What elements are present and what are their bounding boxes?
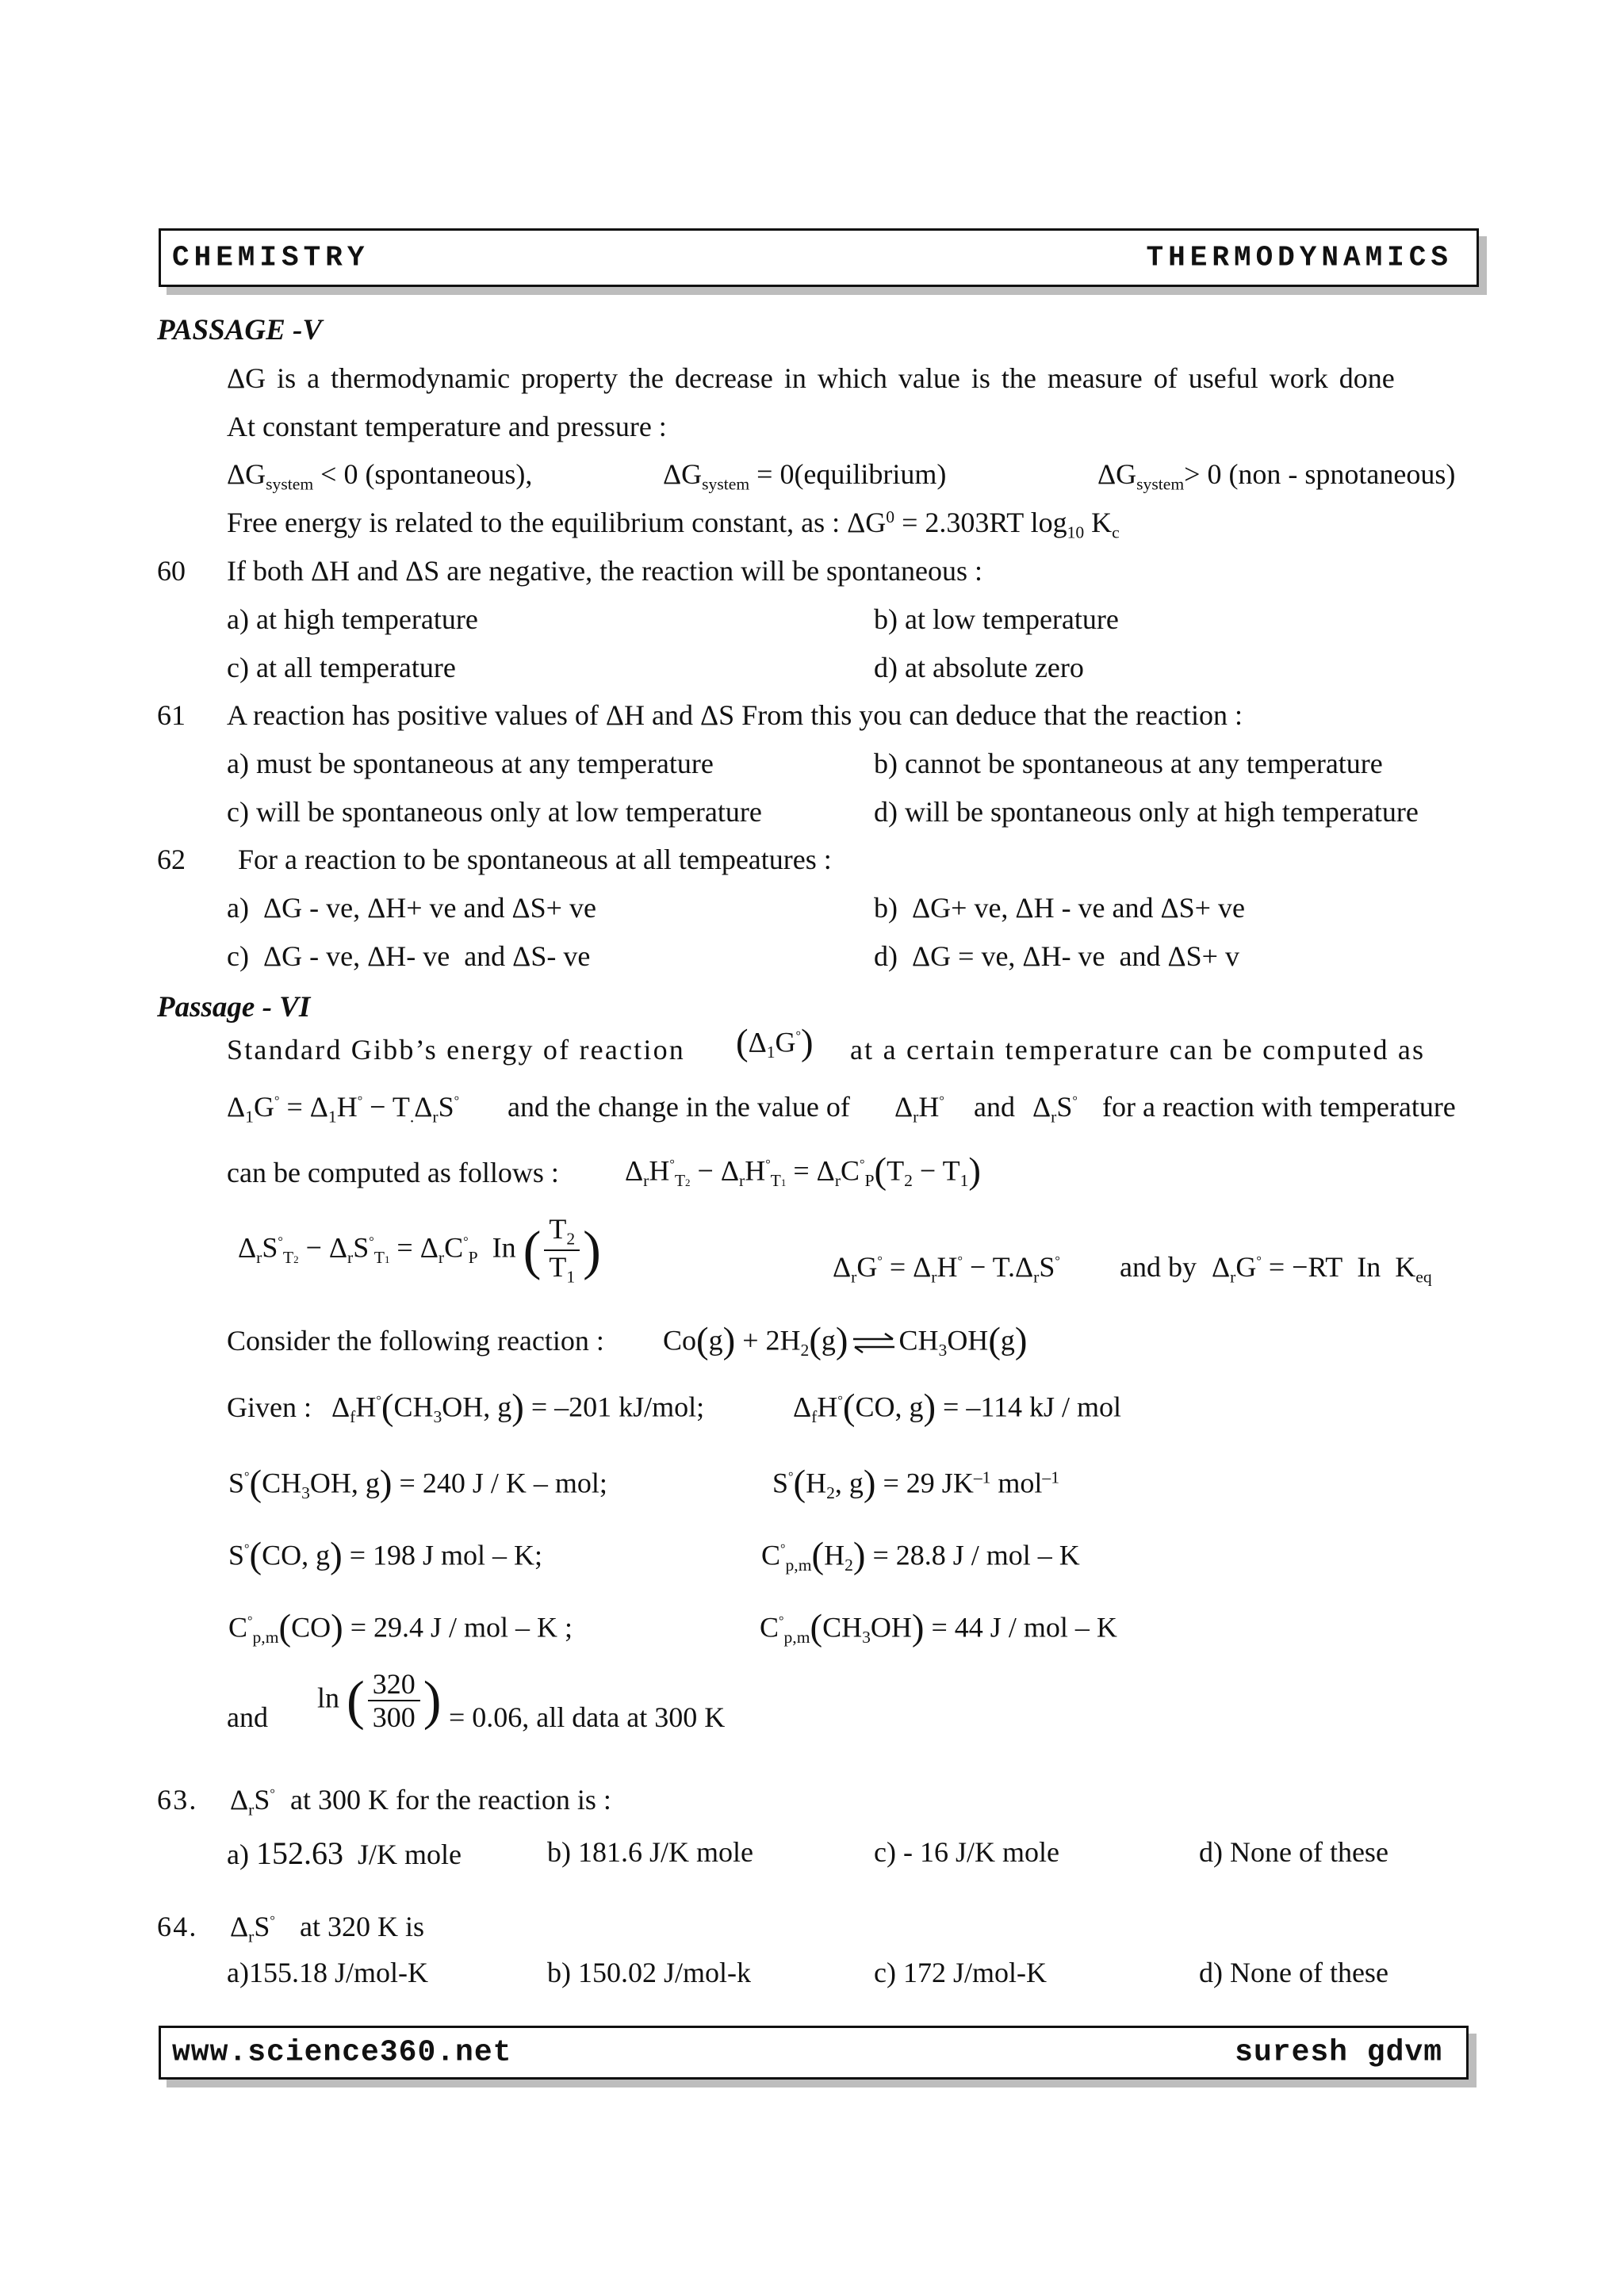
passage-v-line1: ΔG is a thermodynamic property the decrease in which value is the measure of useful work done bbox=[227, 362, 1395, 394]
option-b: b) cannot be spontaneous at any temperature bbox=[874, 748, 1383, 779]
passage-vi-line2-end: for a reaction with temperature bbox=[1102, 1091, 1456, 1123]
reaction-equation: $Co(g) + 2H_2(g)$ $CH_3OH(g)$ bbox=[663, 1320, 1028, 1361]
and-by-text: and by bbox=[1120, 1251, 1197, 1283]
kirchhoff-entropy-equation: $\Delta_rS^\circ_{T2} - \Delta_rS^\circ_{T1} = \Delta_rC^\circ_P$ In ( $\frac{T_2}{T_1}$ ) bbox=[238, 1213, 601, 1287]
option-b: b) ΔG+ ve, ΔH - ve and ΔS+ ve bbox=[874, 892, 1245, 924]
author-text: suresh gdvm bbox=[1235, 2035, 1442, 2070]
equilibrium-arrow-icon bbox=[852, 1333, 896, 1353]
free-energy-relation: Free energy is related to the equilibrium constant, as : $\Delta G^0 = 2.303RT$ $\log_{10} K_c$ bbox=[227, 507, 1120, 542]
ln-fraction: ln ( $\frac{320}{300}$ ) bbox=[317, 1668, 442, 1733]
footer-band bbox=[159, 2026, 1469, 2080]
question-text: For a reaction to be spontaneous at all tempeatures : bbox=[238, 844, 832, 875]
passage-vi-heading: Passage - VI bbox=[157, 991, 311, 1024]
passage-v-heading: PASSAGE -V bbox=[157, 314, 323, 346]
option-b: b) at low temperature bbox=[874, 603, 1119, 635]
question-number: 64. bbox=[157, 1911, 198, 1942]
delta-s-symbol: $\Delta_rS^\circ$ bbox=[1032, 1091, 1078, 1127]
question-number: 61 bbox=[157, 699, 186, 731]
question-text: at 320 K is bbox=[300, 1911, 424, 1942]
passage-vi-line3-text: can be computed as follows : bbox=[227, 1157, 559, 1188]
heat-capacity-h2: $C^\circ_{p,m}(H_2) = 28.8$ J / mol – K bbox=[761, 1535, 1080, 1576]
header-band bbox=[159, 228, 1479, 287]
website-text: www.science360.net bbox=[172, 2035, 512, 2070]
option-d: d) will be spontaneous only at high temperature bbox=[874, 796, 1419, 828]
passage-vi-line2-text: and the change in the value of bbox=[508, 1091, 850, 1123]
passage-vi-line2-and: and bbox=[974, 1091, 1015, 1123]
question-text: at 300 K for the reaction is : bbox=[290, 1784, 611, 1816]
option-a: a) at high temperature bbox=[227, 603, 478, 635]
gibbs-helmholtz-relation: $\Delta_rG^\circ = \Delta_rH^\circ - T.\Delta_rS^\circ$ bbox=[833, 1251, 1060, 1287]
condition-equilibrium: $\Delta G_{system}$ = 0(equilibrium) bbox=[663, 458, 947, 494]
entropy-h2: $S^\circ(H_2$, g) = 29 $JK^{-1}$ mol$^{-1}$ bbox=[772, 1463, 1060, 1504]
question-symbol: $\Delta_rS^\circ$ bbox=[230, 1911, 275, 1946]
option-d: d) None of these bbox=[1199, 1957, 1388, 1988]
subject-title: CHEMISTRY bbox=[172, 241, 370, 274]
question-text: If both ΔH and ΔS are negative, the reaction will be spontaneous : bbox=[227, 555, 983, 587]
option-c: c) ΔG - ve, ΔH- ve and ΔS- ve bbox=[227, 940, 591, 972]
option-c: c) at all temperature bbox=[227, 652, 456, 683]
option-a: a) must be spontaneous at any temperature bbox=[227, 748, 714, 779]
question-text: A reaction has positive values of ΔH and ΔS From this you can deduce that the reaction : bbox=[227, 699, 1243, 731]
consider-text: Consider the following reaction : bbox=[227, 1325, 604, 1357]
question-number: 60 bbox=[157, 555, 186, 587]
gibbs-symbol-paren: $(\Delta_1G^\circ)$ bbox=[736, 1022, 814, 1063]
passage-vi-intro-end: at a certain temperature can be computed as bbox=[850, 1034, 1426, 1066]
option-d: d) None of these bbox=[1199, 1836, 1388, 1868]
question-number: 63. bbox=[157, 1784, 198, 1816]
option-d: d) ΔG = ve, ΔH- ve and ΔS+ v bbox=[874, 940, 1239, 972]
and-word: and bbox=[227, 1701, 268, 1733]
gibbs-equilibrium-relation: $\Delta_rG^\circ = -RT$ In $K_{eq}$ bbox=[1212, 1251, 1432, 1287]
option-a: a) ΔG - ve, ΔH+ ve and ΔS+ ve bbox=[227, 892, 596, 924]
passage-vi-intro-start: Standard Gibb’s energy of reaction bbox=[227, 1034, 685, 1066]
option-c: c) 172 J/mol-K bbox=[874, 1957, 1047, 1988]
option-c: c) will be spontaneous only at low temperature bbox=[227, 796, 762, 828]
enthalpy-formation-ch3oh: $\Delta_fH^\circ(CH_3OH$, g) = –201 kJ/mol; bbox=[331, 1387, 705, 1428]
condition-spontaneous: $\Delta G_{system} < 0$ (spontaneous), bbox=[227, 458, 533, 494]
enthalpy-formation-co: $\Delta_fH^\circ(CO$, g) = –114 kJ / mol bbox=[793, 1387, 1122, 1428]
ln-value-text: = 0.06, all data at 300 K bbox=[449, 1701, 726, 1733]
heat-capacity-ch3oh: $C^\circ_{p,m}(CH_3OH) = 44$ J / mol – K bbox=[760, 1607, 1117, 1648]
passage-v-line2: At constant temperature and pressure : bbox=[227, 411, 667, 442]
kirchhoff-enthalpy-equation: $\Delta_rH^\circ_{T2} - \Delta_rH^\circ_{T1} = \Delta_rC^\circ_P(T_2 - T_1)$ bbox=[625, 1150, 981, 1192]
option-a: a) 152.63 J/K mole bbox=[227, 1835, 462, 1871]
question-number: 62 bbox=[157, 844, 186, 875]
question-symbol: $\Delta_rS^\circ$ bbox=[230, 1784, 275, 1820]
option-a: a)155.18 J/mol-K bbox=[227, 1957, 428, 1988]
option-b: b) 181.6 J/K mole bbox=[547, 1836, 753, 1868]
option-b: b) 150.02 J/mol-k bbox=[547, 1957, 751, 1988]
option-c: c) - 16 J/K mole bbox=[874, 1836, 1059, 1868]
chapter-title: THERMODYNAMICS bbox=[1146, 241, 1453, 274]
entropy-co: S°(CO, g) = 198 J mol – K; bbox=[228, 1535, 543, 1576]
gibbs-equation: $\Delta_1G^\circ = \Delta_1H^\circ - T_.\Delta_rS^\circ$ bbox=[227, 1091, 460, 1127]
heat-capacity-co: $C^\circ_{p,m}(CO) = 29.4$ J / mol – K ; bbox=[228, 1607, 573, 1648]
option-d: d) at absolute zero bbox=[874, 652, 1084, 683]
delta-h-symbol: $\Delta_rH^\circ$ bbox=[894, 1091, 944, 1127]
condition-non-spontaneous: $\Delta G_{system}> 0$ (non - spnotaneous) bbox=[1097, 458, 1456, 494]
given-label: Given : bbox=[227, 1391, 312, 1423]
entropy-ch3oh: $S^\circ(CH_3OH$, g) = 240 J / K – mol; bbox=[228, 1463, 607, 1504]
